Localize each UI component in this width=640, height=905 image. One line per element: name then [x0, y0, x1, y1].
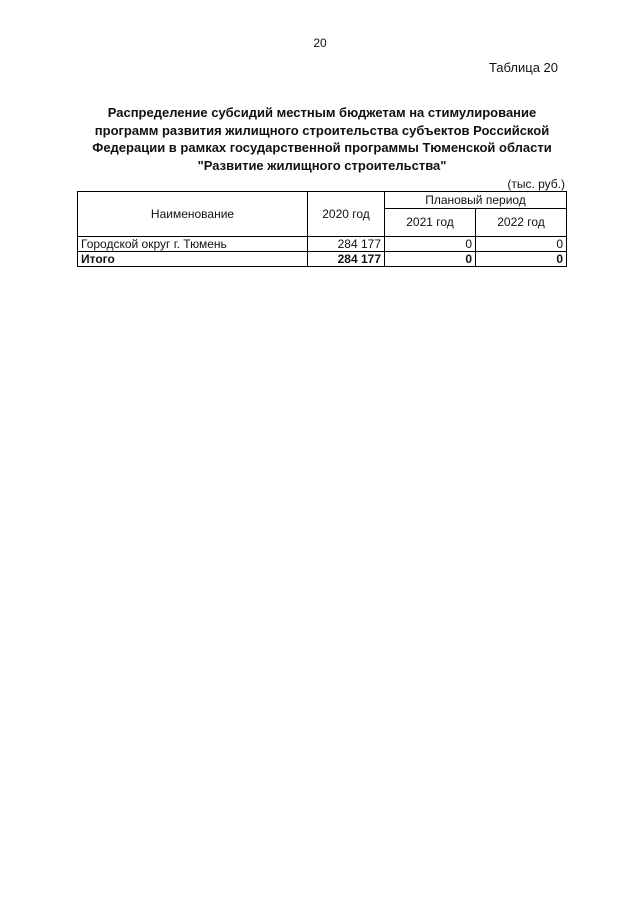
row-2020: 284 177: [308, 237, 385, 252]
title-line-4: "Развитие жилищного строительства": [197, 157, 447, 173]
total-row: [78, 252, 567, 267]
row-2021: 0: [385, 237, 476, 252]
title-line-2: программ развития жилищного строительства субъектов Российской: [94, 122, 550, 138]
document-title: [70, 104, 574, 174]
header-name: Наименование: [78, 192, 308, 237]
header-2021: 2021 год: [385, 208, 476, 236]
row-2022: 0: [476, 237, 567, 252]
header-2020: 2020 год: [308, 192, 385, 237]
subsidy-table: [77, 191, 567, 267]
table-label: Таблица 20: [488, 60, 558, 75]
header-row-1: [78, 192, 567, 209]
header-2022: 2022 год: [476, 208, 567, 236]
total-2020: 284 177: [308, 252, 385, 267]
header-planned-period: Плановый период: [385, 192, 567, 209]
table-row: [78, 237, 567, 252]
total-2021: 0: [385, 252, 476, 267]
page-number: 20: [313, 36, 327, 50]
total-2022: 0: [476, 252, 567, 267]
title-line-1: Распределение субсидий местным бюджетам на стимулирование: [107, 105, 537, 120]
title-line-3: Федерации в рамках государственной программы Тюменской области: [92, 140, 552, 155]
total-name: Итого: [78, 252, 308, 267]
row-name: Городской округ г. Тюмень: [78, 237, 308, 252]
units-note: (тыс. руб.): [507, 177, 565, 191]
